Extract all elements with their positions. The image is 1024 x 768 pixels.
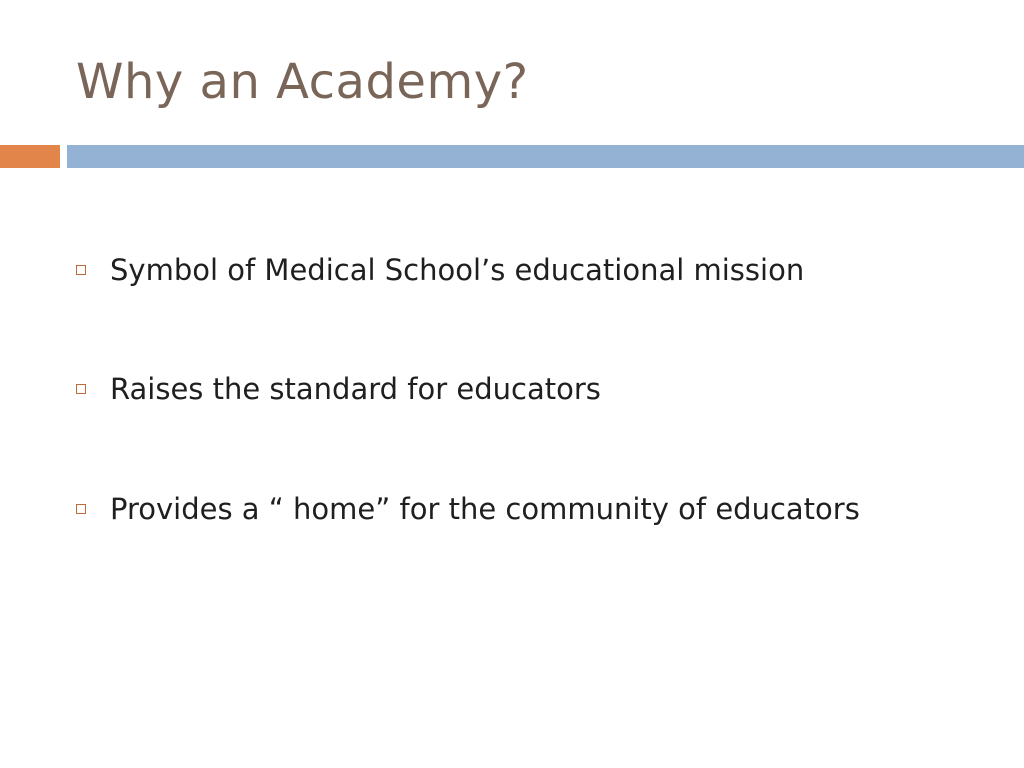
slide-title: Why an Academy? bbox=[76, 54, 529, 110]
bullet-text: Symbol of Medical School’s educational mission bbox=[110, 253, 805, 287]
bullet-item bbox=[76, 369, 996, 409]
square-bullet-icon bbox=[76, 265, 86, 275]
title-accent-bar bbox=[0, 145, 60, 168]
bullet-text: Raises the standard for educators bbox=[110, 372, 601, 406]
square-bullet-icon bbox=[76, 504, 86, 514]
bullet-item bbox=[76, 489, 996, 529]
square-bullet-icon bbox=[76, 384, 86, 394]
bullet-text: Provides a “ home” for the community of educators bbox=[110, 492, 860, 526]
title-rule-bar bbox=[67, 145, 1024, 168]
bullet-item bbox=[76, 250, 996, 290]
